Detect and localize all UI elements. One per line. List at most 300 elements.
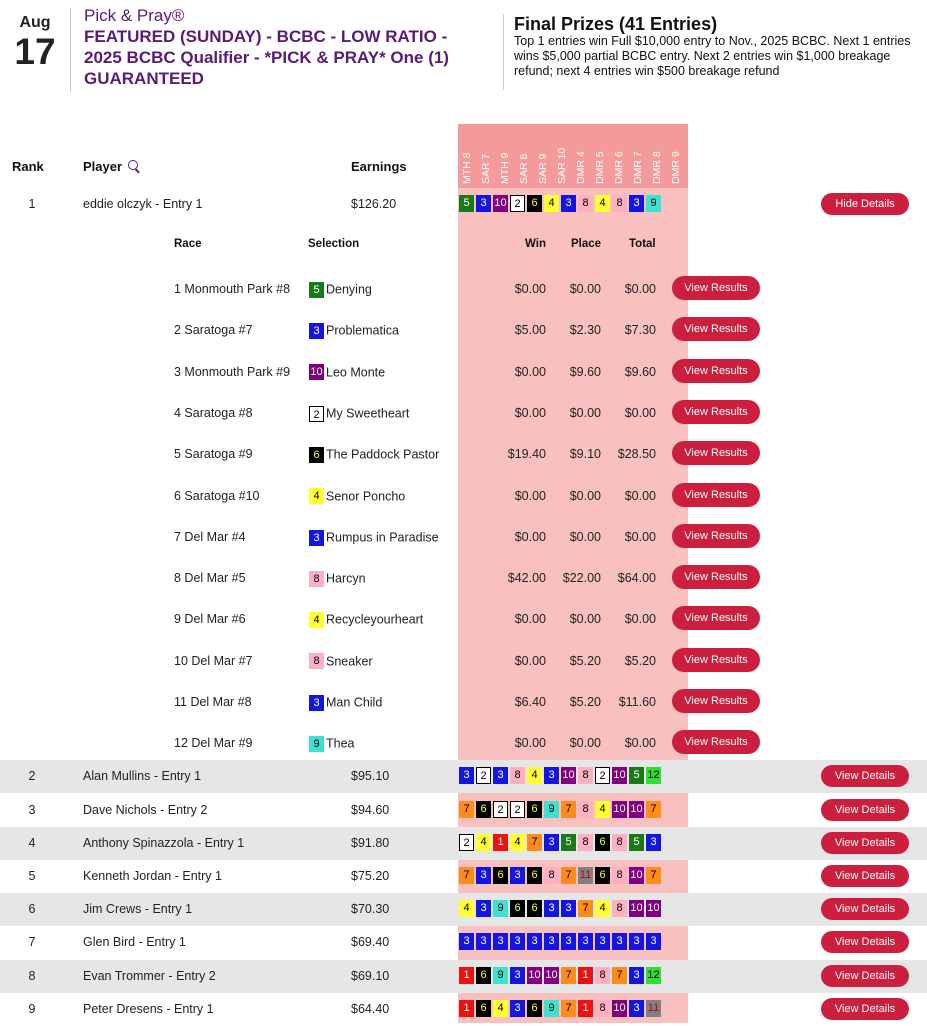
rank-value: 7 [28, 935, 36, 949]
program-number-badge: 3 [544, 767, 559, 784]
program-number-badge: 6 [527, 1000, 542, 1017]
track-header [650, 132, 664, 184]
place-value: $0.00 [569, 282, 601, 296]
program-number-badge: 10 [544, 967, 559, 984]
leaderboard-row [0, 760, 927, 793]
program-number-badge: 10 [629, 801, 644, 818]
program-number-badge: 3 [476, 900, 491, 917]
selection [309, 570, 366, 587]
horse-name: Rumpus in Paradise [326, 530, 439, 545]
program-number-badge: 8 [309, 653, 324, 669]
program-number-badge: 10 [646, 900, 661, 917]
win-value: $5.00 [514, 323, 546, 338]
program-number-badge: 2 [510, 195, 525, 212]
program-number-badge: 3 [544, 834, 559, 851]
program-number-badge: 2 [309, 406, 324, 422]
selection [309, 281, 372, 298]
program-number-badge: 4 [309, 612, 324, 628]
program-number-badge: 8 [544, 867, 559, 884]
leaderboard-row [0, 827, 927, 860]
program-number-badge: 5 [459, 195, 474, 212]
track-label: SAR 10 [556, 147, 568, 184]
program-number-badge: 3 [544, 900, 559, 917]
horse-name: Leo Monte [326, 365, 386, 380]
track-header [593, 132, 607, 184]
horse-name: Thea [326, 737, 355, 751]
divider [503, 14, 504, 90]
track-label: DMR 8 [651, 151, 663, 184]
program-number-badge: 5 [629, 834, 644, 851]
track-label: MTH 8 [461, 152, 473, 184]
earnings-value: $94.60 [351, 803, 390, 817]
race-detail-row [0, 308, 927, 349]
tournament-title-block [84, 6, 489, 89]
view-results-button[interactable]: View Results [672, 400, 760, 424]
program-number-badge: 7 [561, 967, 576, 984]
race-detail-row [0, 680, 927, 721]
total-value: $0.00 [624, 282, 656, 296]
program-number-badge: 4 [527, 767, 542, 784]
program-number-badge: 7 [561, 867, 576, 884]
earnings-value: $70.30 [351, 902, 390, 916]
track-header [498, 132, 512, 184]
earnings-value: $126.20 [351, 197, 397, 211]
program-number-badge: 3 [578, 933, 593, 950]
program-number-badge: 4 [459, 900, 474, 917]
program-number-badge: 3 [646, 933, 661, 950]
horse-name: Problematica [326, 324, 399, 338]
earnings-value: $91.80 [351, 836, 390, 850]
program-number-badge: 10 [493, 195, 508, 212]
rank-value: 4 [28, 836, 36, 850]
player-name: Peter Dresens - Entry 1 [83, 1002, 214, 1016]
program-number-badge: 8 [578, 195, 593, 212]
hide-details-button[interactable]: Hide Details [821, 193, 909, 215]
program-number-badge: 8 [595, 1000, 610, 1017]
program-number-badge: 6 [595, 867, 610, 884]
track-label: DMR 5 [594, 151, 606, 184]
program-number-badge: 6 [510, 900, 525, 917]
prizes-block [514, 14, 919, 79]
picks-strip [459, 867, 663, 885]
prizes-title: Final Prizes (41 Entries) [514, 14, 718, 34]
place-value: $2.30 [569, 323, 601, 338]
rank-value: 8 [28, 969, 36, 983]
program-number-badge: 6 [476, 1000, 491, 1017]
program-number-badge: 4 [595, 801, 610, 818]
win-value: $0.00 [514, 488, 546, 503]
program-number-badge: 10 [629, 867, 644, 884]
selection [309, 735, 355, 752]
picks-strip [459, 195, 663, 213]
rank-value: 9 [28, 1002, 36, 1016]
player-name: Glen Bird - Entry 1 [83, 935, 186, 949]
program-number-badge: 6 [527, 900, 542, 917]
program-number-badge: 11 [578, 867, 593, 884]
track-label: DMR 7 [632, 151, 644, 184]
view-results-button[interactable]: View Results [672, 441, 760, 465]
program-number-badge: 3 [629, 195, 644, 212]
race-name: 2 Saratoga #7 [174, 323, 253, 338]
place-value: $9.60 [569, 364, 601, 379]
program-number-badge: 8 [595, 967, 610, 984]
selection [309, 364, 385, 381]
program-number-badge: 9 [309, 736, 324, 752]
program-number-badge: 2 [493, 801, 508, 818]
program-number-badge: 8 [578, 834, 593, 851]
place-value: $0.00 [569, 405, 601, 420]
view-results-button[interactable]: View Results [672, 276, 760, 300]
program-number-badge: 5 [629, 767, 644, 784]
program-number-badge: 3 [595, 933, 610, 950]
horse-name: Denying [326, 282, 372, 297]
track-header [555, 132, 569, 184]
program-number-badge: 6 [476, 801, 491, 818]
selection [309, 611, 423, 628]
view-results-button[interactable]: View Results [672, 565, 760, 589]
program-number-badge: 8 [309, 571, 324, 587]
details-header-race: Race [174, 238, 202, 250]
program-number-badge: 4 [309, 488, 324, 504]
total-value: $0.00 [624, 612, 656, 627]
program-number-badge: 3 [309, 323, 324, 339]
details-header-selection: Selection [308, 238, 360, 250]
view-results-button[interactable]: View Results [672, 483, 760, 507]
divider [70, 8, 71, 92]
program-number-badge: 3 [612, 933, 627, 950]
race-detail-row [0, 474, 927, 515]
track-label: DMR 4 [575, 151, 587, 184]
horse-name: Harcyn [326, 571, 366, 586]
track-header [631, 132, 645, 184]
race-name: 6 Saratoga #10 [174, 488, 260, 503]
program-number-badge: 2 [595, 767, 610, 784]
program-number-badge: 4 [476, 834, 491, 851]
details-header-win: Win [525, 238, 546, 250]
program-number-badge: 8 [612, 900, 627, 917]
program-number-badge: 3 [459, 933, 474, 950]
program-number-badge: 3 [476, 933, 491, 950]
program-number-badge: 1 [578, 967, 593, 984]
player-header-label: Player [83, 159, 123, 174]
program-number-badge: 8 [612, 195, 627, 212]
track-label: DMR 9 [670, 151, 682, 184]
player-name: Kenneth Jordan - Entry 1 [83, 869, 222, 883]
program-number-badge: 12 [646, 767, 661, 784]
leaderboard-row [0, 893, 927, 926]
race-name: 1 Monmouth Park #8 [174, 282, 291, 296]
win-value: $0.00 [514, 405, 546, 420]
race-name: 12 Del Mar #9 [174, 736, 253, 751]
rank-value: 5 [28, 869, 36, 883]
view-results-button[interactable]: View Results [672, 606, 760, 630]
win-value: $0.00 [514, 529, 546, 544]
view-details-button[interactable]: View Details [821, 832, 909, 854]
program-number-badge: 3 [493, 933, 508, 950]
program-number-badge: 3 [629, 967, 644, 984]
total-value: $0.00 [624, 488, 656, 503]
search-icon[interactable] [128, 160, 138, 170]
place-value: $22.00 [562, 571, 601, 586]
leaderboard-row [0, 188, 927, 221]
race-detail-row [0, 597, 927, 638]
selection [309, 405, 409, 422]
picks-strip [459, 801, 663, 819]
earnings-value: $64.40 [351, 1002, 390, 1016]
program-number-badge: 11 [646, 1000, 661, 1017]
program-number-badge: 7 [612, 967, 627, 984]
program-number-badge: 10 [612, 1000, 627, 1017]
selection [309, 488, 405, 505]
program-number-badge: 10 [629, 900, 644, 917]
picks-strip [459, 933, 663, 951]
view-details-button[interactable]: View Details [821, 898, 909, 920]
horse-name: Recycleyourheart [326, 613, 424, 628]
race-detail-row [0, 350, 927, 391]
place-value: $0.00 [569, 736, 601, 751]
place-value: $5.20 [569, 695, 601, 709]
program-number-badge: 4 [595, 900, 610, 917]
program-number-badge: 4 [595, 195, 610, 212]
total-value: $0.00 [624, 529, 656, 544]
program-number-badge: 4 [510, 834, 525, 851]
selection [309, 529, 439, 546]
win-value: $42.00 [507, 571, 546, 586]
program-number-badge: 3 [510, 967, 525, 984]
horse-name: The Paddock Pastor [326, 447, 440, 462]
place-value: $0.00 [569, 612, 601, 627]
race-name: 5 Saratoga #9 [174, 447, 253, 462]
program-number-badge: 4 [544, 195, 559, 212]
program-number-badge: 9 [493, 967, 508, 984]
total-value: $5.20 [624, 653, 656, 668]
program-number-badge: 1 [459, 1000, 474, 1017]
place-value: $5.20 [569, 653, 601, 668]
race-name: 10 Del Mar #7 [174, 653, 253, 668]
view-results-button[interactable]: View Results [672, 648, 760, 672]
player-name: Alan Mullins - Entry 1 [83, 769, 202, 783]
track-header [517, 132, 531, 184]
program-number-badge: 10 [561, 767, 576, 784]
rank-value: 3 [28, 803, 36, 817]
player-name: Anthony Spinazzola - Entry 1 [83, 836, 245, 850]
program-number-badge: 10 [527, 967, 542, 984]
track-header [460, 132, 474, 184]
race-name: 11 Del Mar #8 [174, 695, 252, 709]
picks-strip [459, 834, 663, 852]
program-number-badge: 7 [561, 1000, 576, 1017]
view-results-button[interactable]: View Results [672, 359, 760, 383]
program-number-badge: 7 [459, 801, 474, 818]
program-number-badge: 6 [595, 834, 610, 851]
program-number-badge: 7 [578, 900, 593, 917]
total-value: $11.60 [618, 695, 656, 709]
program-number-badge: 6 [476, 967, 491, 984]
total-value: $28.50 [617, 447, 656, 462]
leaderboard-row [0, 794, 927, 827]
program-number-badge: 3 [510, 867, 525, 884]
program-number-badge: 3 [459, 767, 474, 784]
rank-value: 1 [28, 197, 36, 211]
date-month: Aug [19, 14, 51, 31]
program-number-badge: 3 [527, 933, 542, 950]
program-number-badge: 3 [561, 195, 576, 212]
leaderboard-row [0, 993, 927, 1026]
total-value: $0.00 [624, 405, 656, 420]
win-value: $19.40 [507, 447, 546, 462]
program-number-badge: 3 [309, 530, 324, 546]
program-number-badge: 1 [493, 834, 508, 851]
program-number-badge: 3 [493, 767, 508, 784]
race-detail-row [0, 267, 927, 308]
date-day: 17 [14, 31, 56, 72]
race-detail-row [0, 391, 927, 432]
program-number-badge: 8 [578, 767, 593, 784]
win-value: $0.00 [514, 653, 546, 668]
race-detail-row [0, 721, 927, 762]
race-detail-row [0, 515, 927, 556]
program-number-badge: 3 [561, 900, 576, 917]
leaderboard-row [0, 960, 927, 993]
leaderboard-row [0, 926, 927, 959]
program-number-badge: 1 [578, 1000, 593, 1017]
horse-name: Man Child [326, 695, 383, 710]
horse-name: Senor Poncho [326, 489, 406, 504]
track-header [612, 132, 626, 184]
view-details-button[interactable]: View Details [821, 865, 909, 887]
program-number-badge: 7 [527, 834, 542, 851]
tournament-name: FEATURED (SUNDAY) - BCBC - LOW RATIO - 2025 BCBC Qualifier - *PICK & PRAY* One (1) GUARANTEED [84, 27, 449, 88]
track-label: MTH 9 [499, 152, 511, 184]
program-number-badge: 10 [612, 767, 627, 784]
program-number-badge: 3 [476, 867, 491, 884]
tournament-header [0, 0, 927, 110]
program-number-badge: 7 [646, 867, 661, 884]
program-number-badge: 6 [493, 867, 508, 884]
view-details-button[interactable]: View Details [821, 998, 909, 1020]
player-name: Evan Trommer - Entry 2 [83, 969, 216, 983]
program-number-badge: 8 [578, 801, 593, 818]
earnings-value: $75.20 [351, 869, 390, 883]
place-value: $0.00 [569, 529, 601, 544]
earnings-header: Earnings [351, 159, 407, 174]
program-number-badge: 4 [493, 1000, 508, 1017]
program-number-badge: 9 [544, 1000, 559, 1017]
total-value: $64.00 [617, 571, 656, 586]
win-value: $0.00 [514, 364, 546, 379]
program-number-badge: 3 [544, 933, 559, 950]
program-number-badge: 2 [476, 767, 491, 784]
earnings-value: $69.10 [351, 969, 390, 983]
race-detail-row [0, 556, 927, 597]
track-header [536, 132, 550, 184]
program-number-badge: 3 [646, 834, 661, 851]
horse-name: My Sweetheart [326, 406, 410, 421]
program-number-badge: 6 [527, 867, 542, 884]
program-number-badge: 1 [459, 967, 474, 984]
view-details-button[interactable]: View Details [821, 765, 909, 787]
program-number-badge: 5 [309, 282, 324, 298]
track-header [574, 132, 588, 184]
race-name: 8 Del Mar #5 [174, 571, 246, 586]
win-value: $0.00 [514, 282, 546, 296]
date-block [12, 14, 58, 72]
selection [309, 446, 439, 463]
player-name: Jim Crews - Entry 1 [83, 902, 193, 916]
view-results-button[interactable]: View Results [672, 317, 760, 341]
horse-name: Sneaker [326, 654, 373, 669]
program-number-badge: 10 [310, 366, 323, 379]
rank-value: 6 [28, 902, 36, 916]
earnings-value: $69.40 [351, 935, 390, 949]
program-number-badge: 3 [561, 933, 576, 950]
picks-strip [459, 1000, 663, 1018]
rank-header: Rank [12, 159, 44, 174]
program-number-badge: 7 [646, 801, 661, 818]
selection [309, 694, 382, 711]
view-results-button[interactable]: View Results [672, 730, 760, 754]
race-name: 9 Del Mar #6 [174, 612, 246, 627]
program-number-badge: 3 [510, 1000, 525, 1017]
total-value: $9.60 [624, 364, 656, 379]
rank-value: 2 [28, 769, 36, 783]
prizes-text: Top 1 entries win Full $10,000 entry to Nov., 2025 BCBC. Next 1 entries wins $5,000 partial BCBC entry. Next 2 entries win $1,000 breakage refund; next 4 entries win $500 breakage refund [514, 34, 911, 78]
program-number-badge: 10 [612, 801, 627, 818]
race-detail-row [0, 639, 927, 680]
program-number-badge: 5 [561, 834, 576, 851]
view-details-button[interactable]: View Details [821, 965, 909, 987]
track-label: DMR 6 [613, 151, 625, 184]
view-results-button[interactable]: View Results [672, 524, 760, 548]
leaderboard-row [0, 860, 927, 893]
view-results-button[interactable]: View Results [672, 689, 760, 713]
place-value: $0.00 [569, 488, 601, 503]
track-label: SAR 7 [480, 153, 492, 184]
win-value: $6.40 [514, 695, 546, 709]
place-value: $9.10 [569, 447, 601, 462]
program-number-badge: 6 [527, 801, 542, 818]
program-number-badge: 8 [510, 767, 525, 784]
picks-strip [459, 967, 663, 985]
win-value: $0.00 [514, 736, 546, 751]
win-value: $0.00 [514, 612, 546, 627]
program-number-badge: 7 [561, 801, 576, 818]
player-name: eddie olczyk - Entry 1 [83, 197, 203, 211]
program-number-badge: 6 [527, 195, 542, 212]
race-name: 3 Monmouth Park #9 [174, 364, 291, 379]
view-details-button[interactable]: View Details [821, 931, 909, 953]
track-label: SAR 9 [537, 153, 549, 184]
program-number-badge: 9 [493, 900, 508, 917]
track-label: SAR 8 [518, 153, 530, 184]
race-name: 4 Saratoga #8 [174, 405, 253, 420]
details-header-place: Place [571, 238, 602, 250]
view-details-button[interactable]: View Details [821, 799, 909, 821]
program-number-badge: 6 [309, 447, 324, 463]
program-number-badge: 9 [646, 195, 661, 212]
program-number-badge: 2 [459, 834, 474, 851]
player-header[interactable] [83, 159, 138, 174]
program-number-badge: 3 [629, 1000, 644, 1017]
race-name: 7 Del Mar #4 [174, 529, 246, 544]
program-number-badge: 8 [612, 867, 627, 884]
program-number-badge: 3 [309, 695, 324, 711]
earnings-value: $95.10 [351, 769, 390, 783]
details-header-total: Total [629, 238, 656, 250]
program-number-badge: 12 [646, 967, 661, 984]
player-name: Dave Nichols - Entry 2 [83, 803, 208, 817]
program-number-badge: 8 [612, 834, 627, 851]
